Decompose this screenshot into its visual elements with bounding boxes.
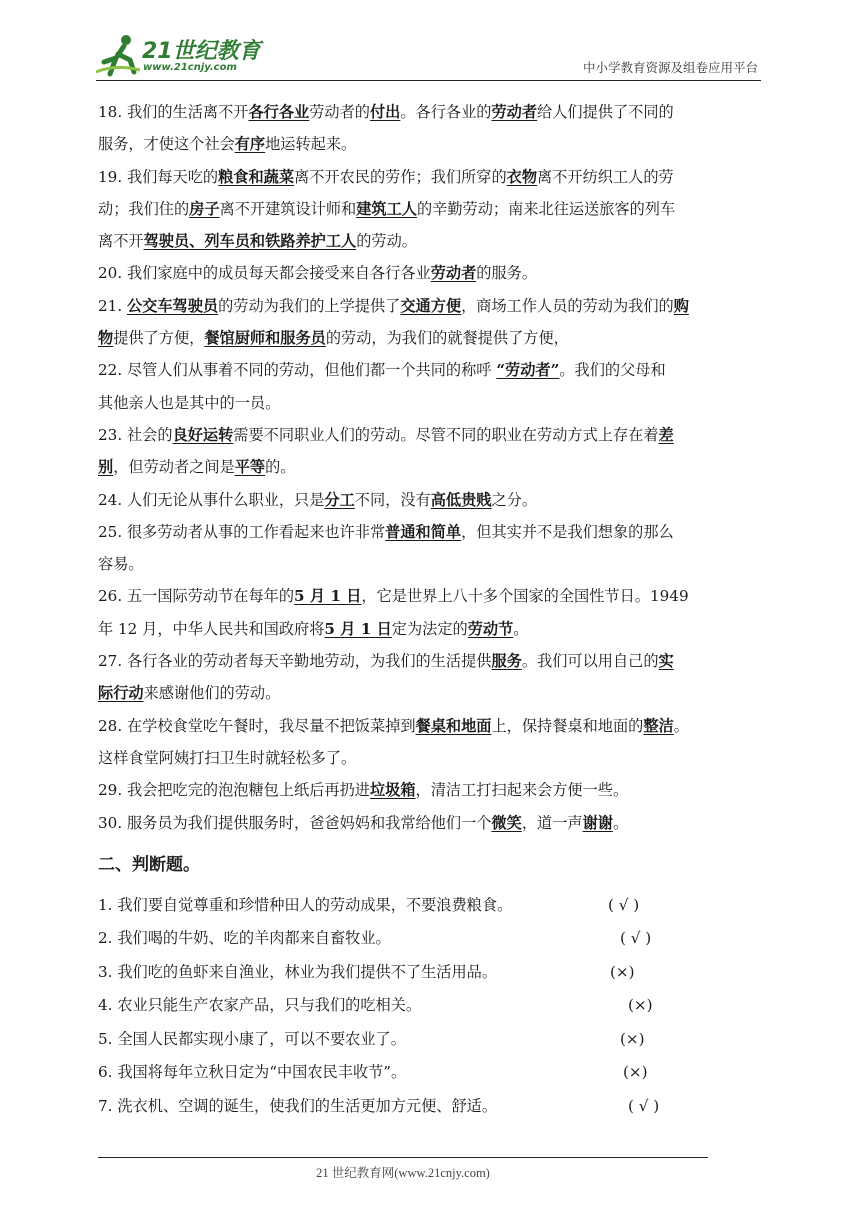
text-segment: 离不开建筑设计师和	[219, 199, 357, 218]
answer-text: 良好运转	[172, 425, 234, 444]
answer-text: 服务	[491, 652, 522, 671]
text-segment: 不同，没有	[354, 490, 431, 509]
judge-item	[98, 889, 762, 923]
text-segment: 29. 我会把吃完的泡泡糖包上纸后再扔进	[98, 781, 370, 800]
judge-statement: 7. 洗衣机、空调的诞生，使我们的生活更加方元便、舒适。	[98, 1096, 498, 1115]
text-segment: 30. 服务员为我们提供服务时，爸爸妈妈和我常给他们一个	[98, 813, 492, 832]
text-segment: 动；我们住的	[98, 199, 190, 218]
judge-answer: ( √ )	[608, 895, 640, 914]
text-segment: 劳动者的	[309, 103, 370, 121]
answer-text: 公交车驾驶员	[126, 296, 219, 315]
text-segment: 服务，才使这个社会	[98, 135, 235, 154]
text-segment: 20. 我们家庭中的成员每天都会接受来自各行各业	[98, 264, 431, 283]
text-segment: ，道一声	[521, 813, 583, 832]
judge-statement: 6. 我国将每年立秋日定为“中国农民丰收节”。	[98, 1063, 407, 1082]
text-segment: 其他亲人也是其中的一员。	[98, 393, 281, 412]
judge-statement: 1. 我们要自觉尊重和珍惜种田人的劳动成果，不要浪费粮食。	[98, 895, 513, 914]
text-segment: 19. 我们每天吃的	[98, 167, 219, 186]
text-segment: 27. 各行各业的劳动者每天辛勤地劳动，为我们的生活提供	[98, 652, 492, 671]
logo-text: 21世纪教育	[142, 39, 261, 64]
text-line	[98, 322, 762, 354]
answer-text: 5 月 1 日	[324, 619, 392, 638]
judge-item	[98, 1023, 762, 1057]
text-line	[98, 548, 762, 580]
answer-text: 劳动者	[491, 103, 538, 121]
judge-item	[98, 1090, 762, 1124]
text-line	[98, 128, 762, 160]
text-segment: 。	[673, 716, 689, 735]
answer-text: 衣物	[506, 167, 538, 186]
text-segment: ，但劳动者之间是	[113, 458, 235, 477]
judge-statement: 5. 全国人民都实现小康了，可以不要农业了。	[98, 1029, 406, 1048]
text-segment: 之分。	[491, 490, 538, 509]
text-segment: 需要不同职业人们的劳动。尽管不同的职业在劳动方式上存在着	[233, 425, 659, 444]
text-segment: ，但其实并不是我们想象的那么	[461, 522, 674, 541]
answer-text: 交通方便	[400, 296, 462, 315]
text-line	[98, 710, 762, 742]
text-line	[98, 613, 762, 645]
answer-text: 付出	[369, 103, 401, 121]
answer-text: 实	[658, 652, 674, 671]
answer-text: 驾驶员、列车员和铁路养护工人	[143, 232, 357, 251]
text-segment: ，清洁工打扫起来会方便一些。	[415, 781, 629, 800]
answer-text: 物	[98, 329, 114, 348]
judge-statement: 2. 我们喝的牛奶、吃的羊肉都来自畜牧业。	[98, 929, 391, 948]
text-segment: 24. 人们无论从事什么职业，只是	[98, 490, 325, 509]
header-divider	[96, 80, 761, 81]
answer-text: 平等	[234, 458, 266, 477]
text-segment: 23. 社会的	[98, 425, 173, 444]
text-line	[98, 516, 762, 548]
answer-text: 餐馆厨师和服务员	[204, 329, 326, 348]
text-line	[98, 484, 762, 516]
page-footer: 21 世纪教育网(www.21cnjy.com)	[316, 1166, 490, 1180]
text-segment: 。各行各业的	[400, 103, 492, 121]
text-segment: 。	[612, 813, 629, 832]
answer-text: 建筑工人	[356, 199, 417, 218]
answer-text: 有序	[234, 135, 266, 154]
judge-statement: 3. 我们吃的鱼虾来自渔业，林业为我们提供不了生活用品。	[98, 962, 498, 981]
answer-text: 各行各业	[248, 103, 310, 121]
text-segment: 上，保持餐桌和地面的	[491, 716, 644, 735]
answer-text: 别	[98, 458, 114, 477]
answer-text: 普通和简单	[385, 522, 462, 541]
answer-text: 分工	[324, 490, 355, 509]
fill-in-answers	[98, 96, 762, 839]
footer-divider	[98, 1157, 708, 1158]
text-line	[98, 742, 762, 774]
answer-text: 5 月 1 日	[294, 587, 362, 606]
judge-answer: (×)	[620, 1029, 645, 1048]
text-line	[98, 290, 762, 322]
text-segment: ，它是世界上八十多个国家的全国性节日。1949	[361, 587, 689, 606]
text-segment: 的劳动，为我们的就餐提供了方便，	[325, 329, 569, 348]
text-segment: 。	[513, 619, 529, 638]
text-line	[98, 677, 762, 709]
text-segment: 18. 我们的生活离不开	[98, 103, 249, 121]
text-line	[98, 225, 762, 257]
text-segment: 给人们提供了不同的	[537, 103, 674, 121]
text-segment: 的劳动。	[356, 232, 417, 251]
answer-text: 购	[673, 296, 689, 315]
text-segment: ，商场工作人员的劳动为我们的	[461, 296, 674, 315]
answer-text: 垃圾箱	[369, 781, 416, 800]
judge-statement: 4. 农业只能生产农家产品，只与我们的吃相关。	[98, 996, 422, 1015]
answer-text: “劳动者”	[496, 361, 560, 380]
text-line	[98, 645, 762, 677]
judge-answer: ( √ )	[620, 929, 652, 948]
text-segment: 26. 五一国际劳动节在每年的	[98, 587, 295, 606]
text-line	[98, 354, 762, 386]
text-line	[98, 257, 762, 289]
text-line	[98, 774, 762, 806]
answer-text: 微笑	[491, 813, 522, 832]
text-segment: 。我们可以用自己的	[521, 652, 659, 671]
text-line	[98, 419, 762, 451]
judge-answer: (×)	[623, 1063, 648, 1082]
text-line	[98, 580, 762, 612]
section-title: 二、判断题。	[98, 854, 200, 875]
text-segment: 22. 尽管人们从事着不同的劳动，但他们都一个共同的称呼	[98, 361, 497, 380]
judge-item	[98, 922, 762, 956]
text-segment: 年 12 月，中华人民共和国政府将	[98, 619, 325, 638]
text-segment: 。我们的父母和	[559, 361, 666, 380]
answer-text: 粮食和蔬菜	[218, 167, 295, 186]
true-false-answers	[98, 889, 762, 1124]
platform-name: 中小学教育资源及组卷应用平台	[582, 60, 758, 75]
text-segment: 来感谢他们的劳动。	[143, 684, 281, 703]
document-body	[98, 96, 762, 1123]
judge-item	[98, 956, 762, 990]
logo-url: www.21cnjy.com	[143, 62, 237, 73]
text-line	[98, 807, 762, 839]
answer-text: 房子	[189, 199, 220, 218]
judge-answer: (×)	[628, 996, 653, 1015]
text-segment: 容易。	[98, 555, 144, 574]
answer-text: 高低贵贱	[430, 490, 492, 509]
text-line	[98, 451, 762, 483]
judge-item	[98, 989, 762, 1023]
text-segment: 的服务。	[476, 264, 538, 283]
text-segment: 28. 在学校食堂吃午餐时，我尽量不把饭菜掉到	[98, 716, 416, 735]
text-segment: 的劳动为我们的上学提供了	[218, 296, 401, 315]
answer-text: 整洁	[643, 716, 674, 735]
answer-text: 劳动者	[430, 264, 477, 283]
answer-text: 谢谢	[582, 813, 613, 832]
text-line	[98, 161, 762, 193]
answer-text: 餐桌和地面	[415, 716, 492, 735]
judge-answer: (×)	[610, 962, 635, 981]
text-segment: 离不开农民的劳作；我们所穿的	[294, 167, 507, 186]
text-line	[98, 387, 762, 419]
text-segment: 的辛勤劳动；南来北往运送旅客的列车	[416, 199, 676, 218]
text-segment: 21.	[98, 296, 127, 315]
answer-text: 差	[658, 425, 674, 444]
answer-text: 劳动节	[467, 619, 514, 638]
text-line	[98, 193, 762, 225]
text-segment: 提供了方便，	[113, 329, 205, 348]
text-segment: 离不开	[98, 232, 144, 251]
text-segment: 25. 很多劳动者从事的工作看起来也许非常	[98, 522, 386, 541]
judge-answer: ( √ )	[628, 1096, 660, 1115]
text-segment: 这样食堂阿姨打扫卫生时就轻松多了。	[98, 748, 357, 767]
text-segment: 定为法定的	[391, 619, 468, 638]
text-line	[98, 96, 762, 128]
text-segment: 的。	[265, 458, 296, 477]
page-header	[0, 0, 860, 90]
text-segment: 离不开纺织工人的劳	[537, 167, 674, 186]
answer-text: 际行动	[98, 684, 144, 703]
text-segment: 地运转起来。	[265, 135, 357, 154]
judge-item	[98, 1056, 762, 1090]
